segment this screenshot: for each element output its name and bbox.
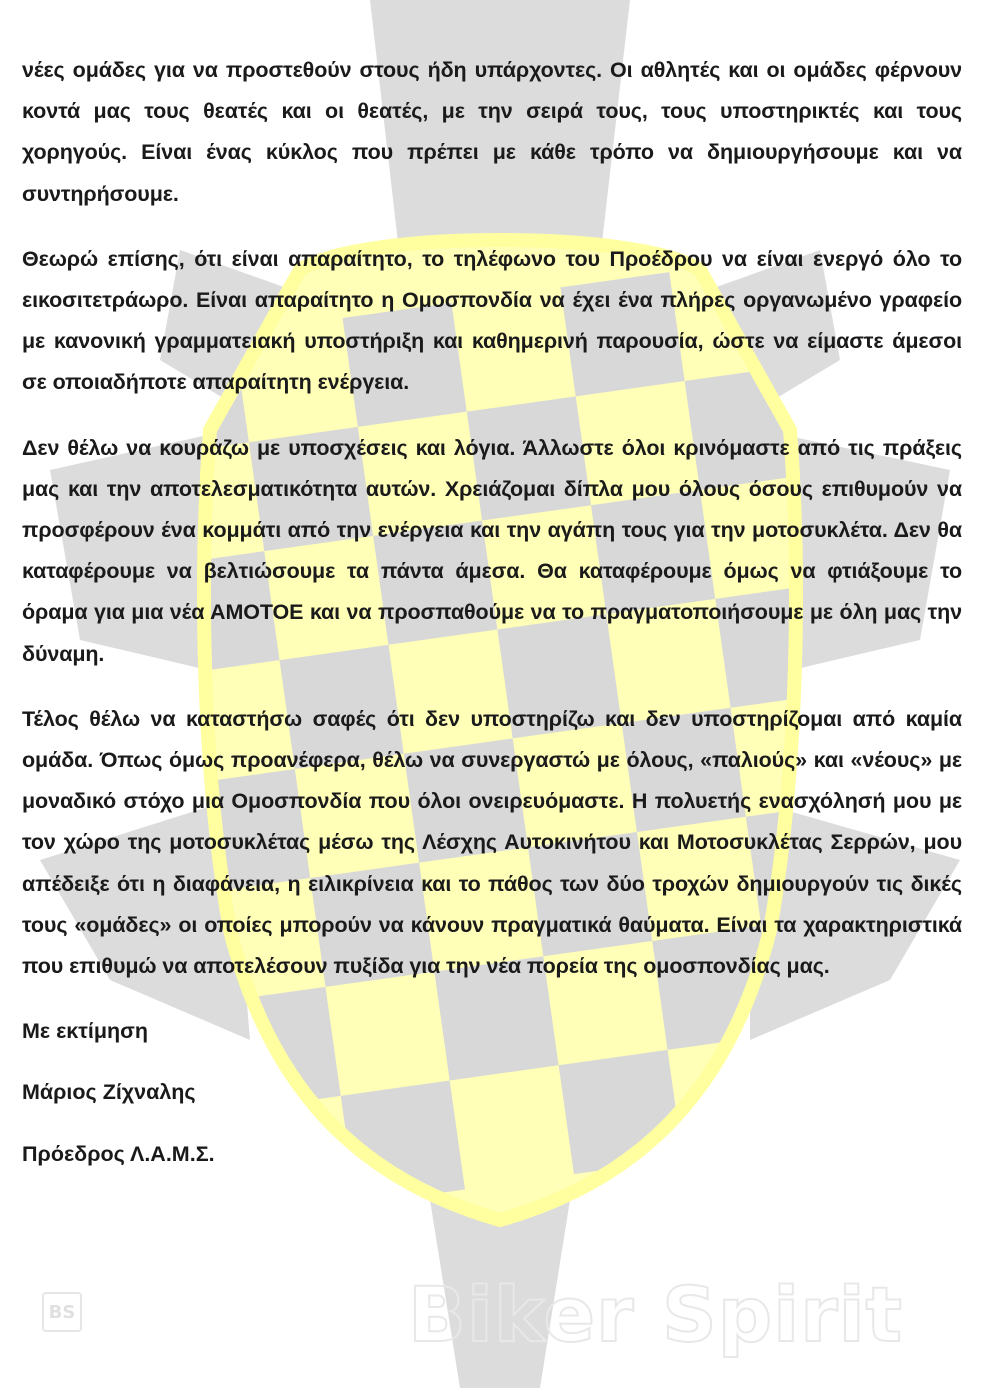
bs-logo: BS [42,1292,82,1332]
paragraph: νέες ομάδες για να προστεθούν στους ήδη υπάρχοντες. Οι αθλητές και οι ομάδες φέρνουν κοντά μας τους θεατές και οι θεατές, με την σειρά τους, τους υποστηρικτές και τους χορηγούς. Είναι ένας κύκλος που πρέπει με κάθε τρόπο να δημιουργήσουμε και να συντηρήσουμε. [22,58,962,206]
paragraph: Τέλος θέλω να καταστήσω σαφές ότι δεν υποστηρίζω και δεν υποστηρίζομαι από καμία ομάδα. Όπως όμως προανέφερα, θέλω να συνεργαστώ με όλους, «παλιούς» και «νέους» με μοναδικό στόχο μια Ομοσπονδία που όλοι ονειρευόμαστε. Η πολυετής ενασχόλησή μου με τον χώρο της μοτοσυκλέτας μέσω της Λέσχης Αυτοκινήτου και Μοτοσυκλέτας Σερρών, μου απέδειξε ότι η διαφάνεια, η ειλικρίνεια και το πάθος των δύο τροχών δημιουργούν τις δικές τους «ομάδες» οι οποίες μπορούν να κάνουν πραγματικά θαύματα. Είναι τα χαρακτηριστικά που επιθυμώ να αποτελέσουν πυξίδα για την νέα πορεία της ομοσπονδίας μας. [22,706,962,979]
brand-watermark-text: Biker Spirit [408,1270,904,1359]
signature-name: Μάριος Ζίχναλης [22,1080,196,1105]
signature-closing: Με εκτίμηση [22,1019,148,1044]
signature-title: Πρόεδρος Λ.Α.Μ.Σ. [22,1141,215,1166]
paragraph: Θεωρώ επίσης, ότι είναι απαραίτητο, το τηλέφωνο του Προέδρου να είναι ενεργό όλο το εικοσιτετράωρο. Είναι απαραίτητο η Ομοσπονδία να έχει ένα πλήρες οργανωμένο γραφείο με κανονική γραμματειακή υποστήριξη και καθημερινή παρουσία, ώστε να είμαστε άμεσοι σε οποιαδήποτε απαραίτητη ενέργεια. [22,246,962,395]
paragraph: Δεν θέλω να κουράζω με υποσχέσεις και λόγια. Άλλωστε όλοι κρινόμαστε από τις πράξεις μας και την αποτελεσματικότητα αυτών. Χρειάζομαι δίπλα μου όλους όσους επιθυμούν να προσφέρουν ένα κομμάτι από την ενέργεια και την αγάπη τους για την μοτοσυκλέτα. Δεν θα καταφέρουμε να βελτιώσουμε τα πάντα άμεσα. Θα καταφέρουμε όμως να φτιάξουμε το όραμα για μια νέα ΑΜΟΤΟΕ και να προσπαθούμε να το πραγματοποιήσουμε με όλη μας την δύναμη. [22,435,962,666]
letter-body [22,50,962,1175]
